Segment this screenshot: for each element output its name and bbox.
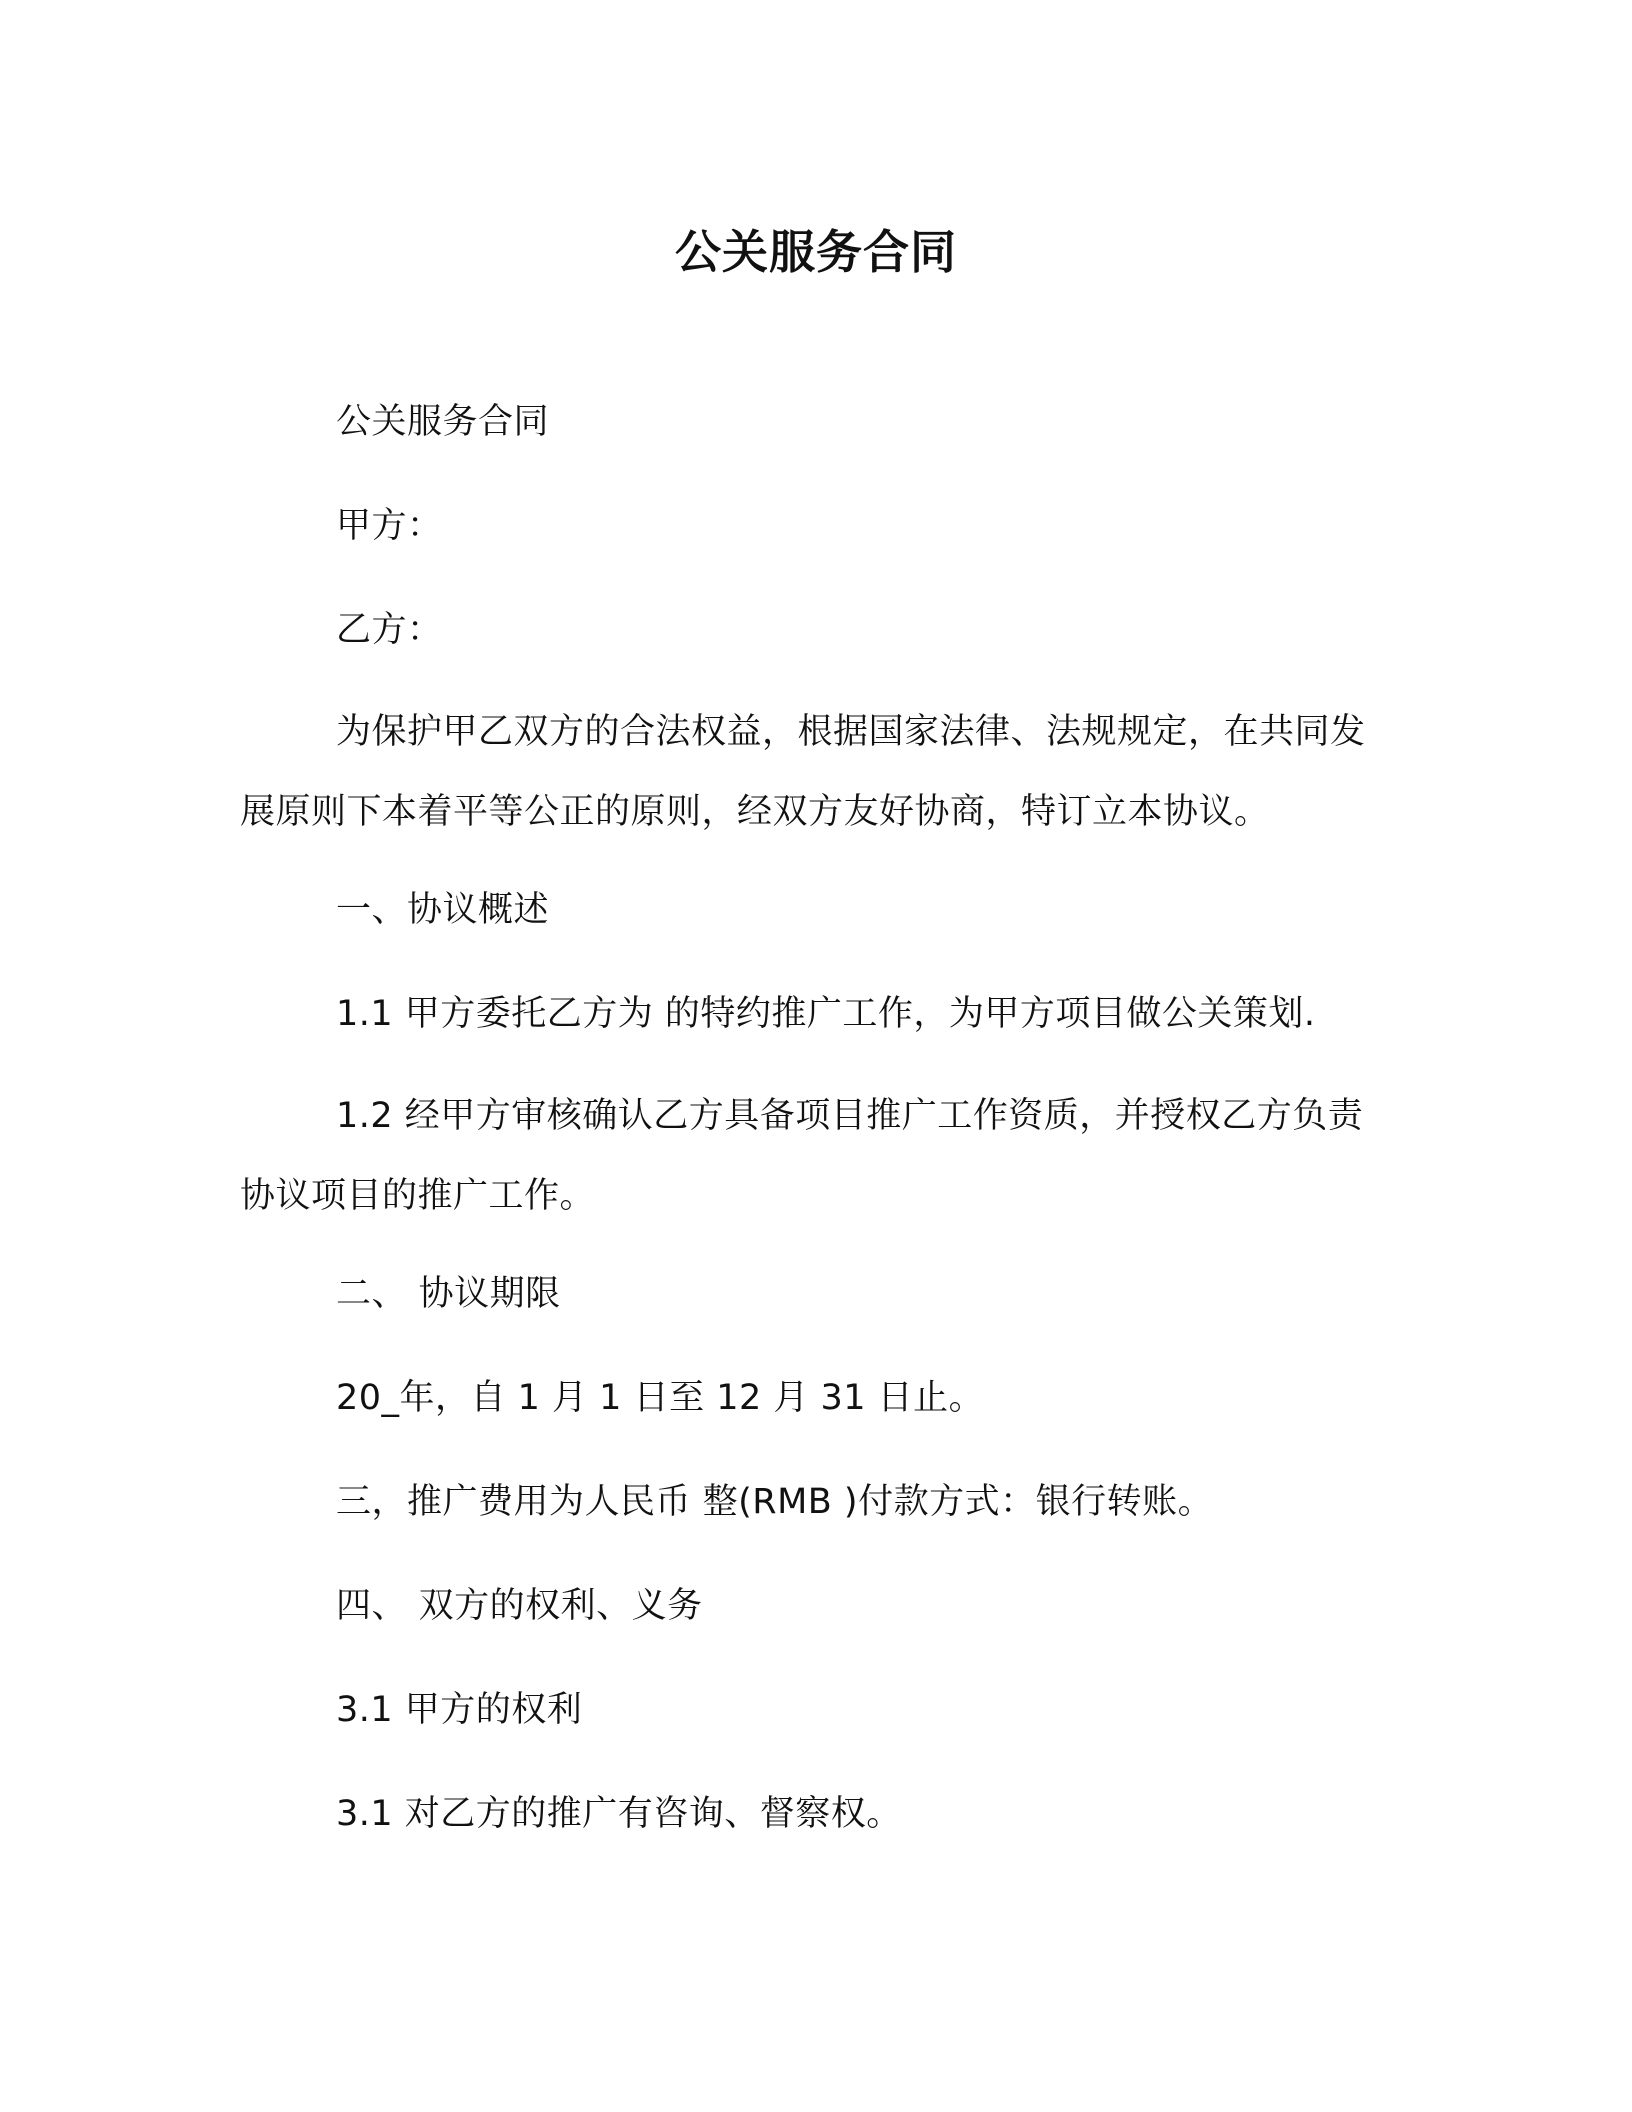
party-b-line: 乙方： bbox=[336, 610, 443, 650]
section-4-heading: 四、 双方的权利、义务 bbox=[336, 1586, 703, 1626]
preamble-paragraph: 为保护甲乙双方的合法权益，根据国家法律、法规规定，在共同发展原则下本着平等公正的原则，经双方友好协商，特订立本协议。 bbox=[240, 712, 1366, 832]
party-a-line: 甲方： bbox=[336, 506, 443, 546]
clause-3-1-text: 3.1 对乙方的推广有咨询、督察权。 bbox=[336, 1794, 902, 1834]
term-line: 20_年，自 1 月 1 日至 12 月 31 日止。 bbox=[336, 1378, 985, 1418]
clause-3-1-heading: 3.1 甲方的权利 bbox=[336, 1690, 583, 1730]
section-3-fee-line: 三，推广费用为人民币 整(RMB )付款方式：银行转账。 bbox=[336, 1482, 1214, 1522]
clause-1-2: 1.2 经甲方审核确认乙方具备项目推广工作资质，并授权乙方负责协议项目的推广工作。 bbox=[240, 1096, 1364, 1216]
section-1-heading: 一、协议概述 bbox=[336, 890, 550, 930]
section-2-heading: 二、 协议期限 bbox=[336, 1274, 561, 1314]
document-title: 公关服务合同 bbox=[675, 225, 957, 279]
clause-1-1: 1.1 甲方委托乙方为 的特约推广工作，为甲方项目做公关策划. bbox=[336, 994, 1316, 1034]
subtitle-line: 公关服务合同 bbox=[336, 402, 550, 442]
